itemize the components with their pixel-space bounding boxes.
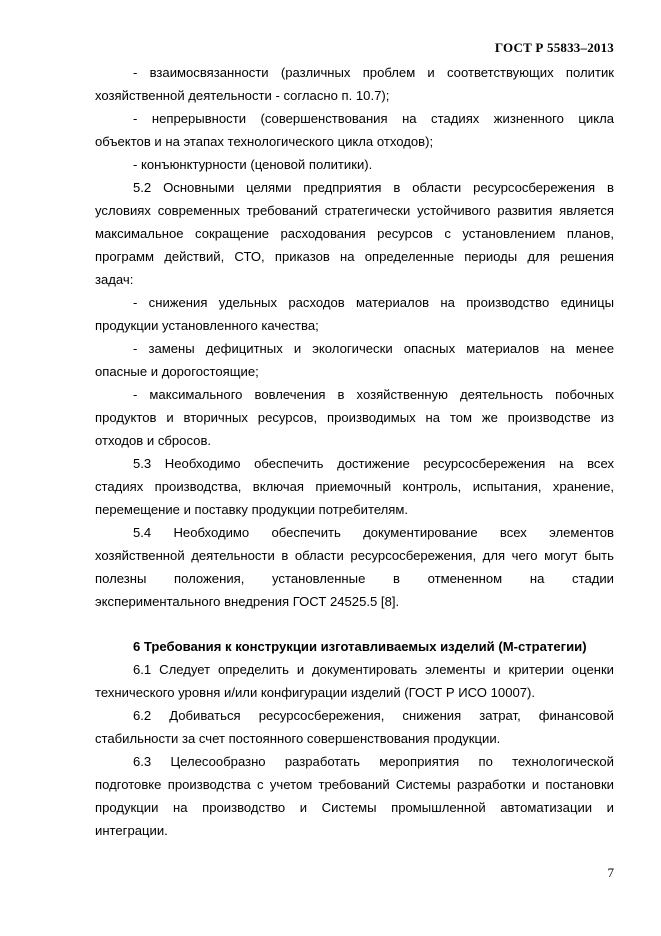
text-line: технического уровня и/или конфигурации изделий (ГОСТ Р ИСО 10007). — [95, 685, 536, 700]
text-line: подготовке производства с учетом требований Системы разработки и постановки — [95, 777, 614, 792]
text-line: - конъюнктурности (ценовой политики). — [133, 157, 373, 172]
text-line: полезны положения, установленные в отмененном на стадии — [95, 571, 614, 586]
text-line: отходов и сбросов. — [95, 433, 212, 448]
text-line: перемещение и поставку продукции потребителям. — [95, 502, 409, 517]
text-line: хозяйственной деятельности - согласно п. 10.7); — [95, 88, 390, 103]
text-line: опасные и дорогостоящие; — [95, 364, 259, 379]
text-line: продукции установленного качества; — [95, 318, 319, 333]
standard-number: ГОСТ Р 55833–2013 — [494, 40, 614, 55]
text-line: - замены дефицитных и экологически опасных материалов на менее — [133, 341, 614, 356]
text-line: экспериментального внедрения ГОСТ 24525.5 [8]. — [95, 594, 400, 609]
text-line: - взаимосвязанности (различных проблем и соответствующих политик — [133, 65, 614, 80]
text-line: максимальное сокращение расходования ресурсов с установлением планов, — [95, 226, 614, 241]
text-line: 6.3 Целесообразно разработать мероприятия по технологической — [133, 754, 614, 769]
page-number: 7 — [607, 865, 614, 880]
text-line: - непрерывности (совершенствования на стадиях жизненного цикла — [133, 111, 614, 126]
text-line: 5.3 Необходимо обеспечить достижение ресурсосбережения на всех — [133, 456, 614, 471]
section-heading: 6 Требования к конструкции изготавливаемых изделий (М-стратегии) — [133, 639, 587, 654]
text-line: 6.1 Следует определить и документировать элементы и критерии оценки — [133, 662, 614, 677]
text-line: стабильности за счет постоянного совершенствования продукции. — [95, 731, 501, 746]
text-line: - максимального вовлечения в хозяйственную деятельность побочных — [133, 387, 614, 402]
text-line: продуктов и вторичных ресурсов, производимых на том же производстве из — [95, 410, 614, 425]
text-line: интеграции. — [95, 823, 168, 838]
text-line: стадиях производства, включая приемочный контроль, испытания, хранение, — [95, 479, 614, 494]
text-line: - снижения удельных расходов материалов на производство единицы — [133, 295, 614, 310]
text-line: 5.4 Необходимо обеспечить документирование всех элементов — [133, 525, 614, 540]
text-line: условиях современных требований стратегически устойчивого развития является — [95, 203, 614, 218]
text-line: 5.2 Основными целями предприятия в области ресурсосбережения в — [133, 180, 614, 195]
text-line: 6.2 Добиваться ресурсосбережения, снижения затрат, финансовой — [133, 708, 614, 723]
text-line: задач: — [95, 272, 134, 287]
text-line: продукции на производство и Системы промышленной автоматизации и — [95, 800, 614, 815]
text-line: объектов и на этапах технологического цикла отходов); — [95, 134, 434, 149]
text-line: программ действий, СТО, приказов на определенные периоды для решения — [95, 249, 614, 264]
text-line: хозяйственной деятельности в области ресурсосбережения, для чего могут быть — [95, 548, 614, 563]
